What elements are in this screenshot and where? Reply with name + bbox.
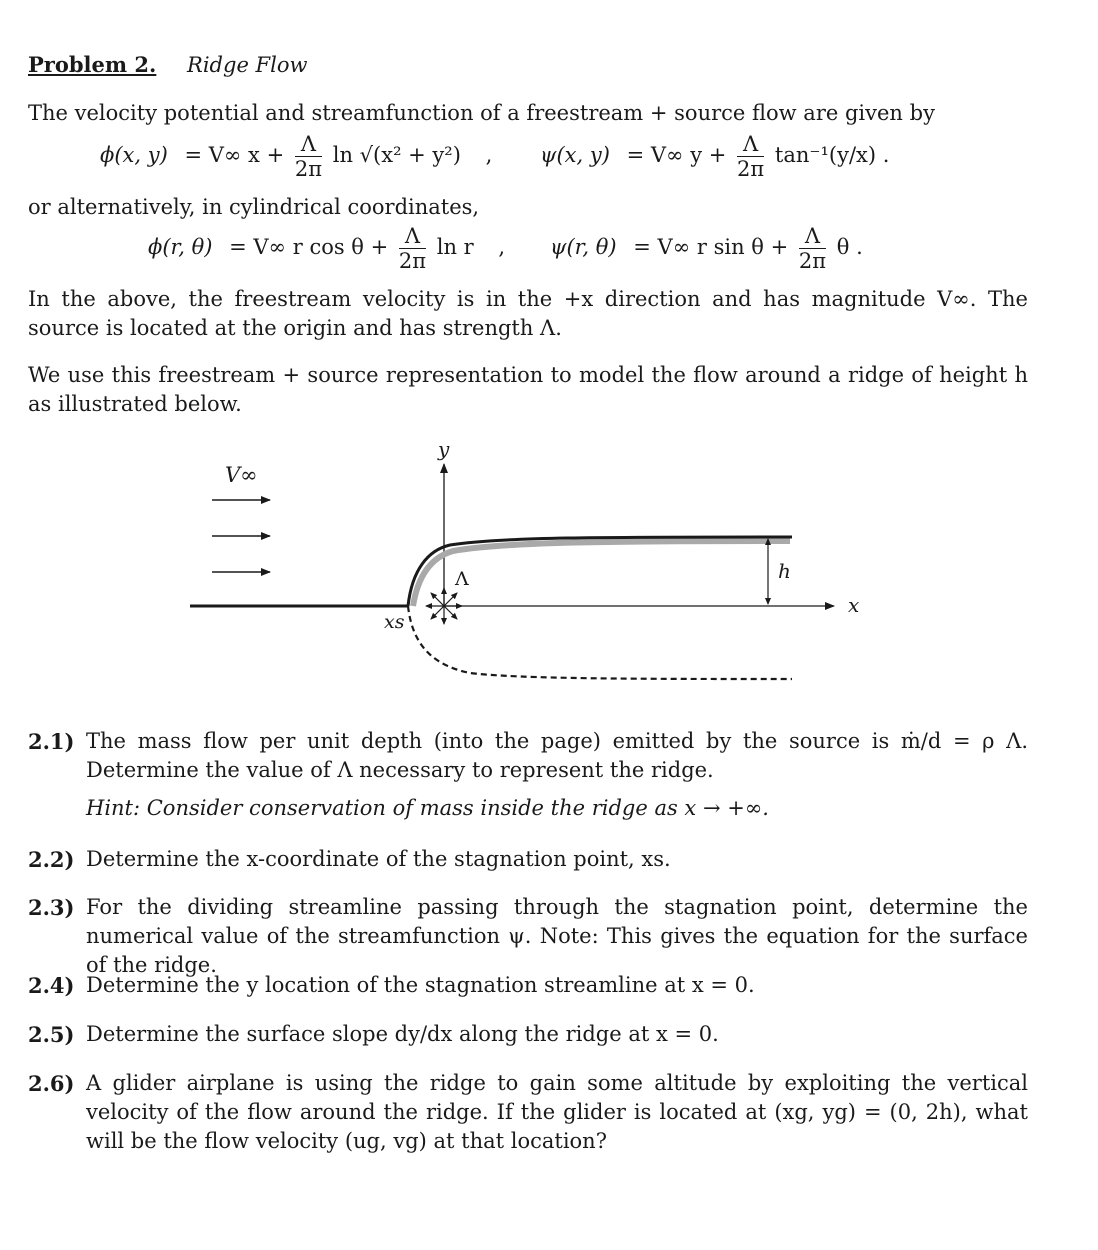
question-label: 2.2)	[28, 847, 75, 872]
question-label: 2.1)	[28, 729, 75, 754]
question-text: For the dividing streamline passing through the stagnation point, determine the numerical value of the streamfunction ψ. Note: This gives the equation for the surface of the ridge.	[86, 895, 1028, 977]
question-2-6	[28, 1069, 1028, 1156]
frac-num: Λ	[799, 224, 826, 249]
frac-den: 2π	[398, 249, 427, 273]
equation-psi-xy	[540, 132, 889, 181]
label-lambda: Λ	[455, 568, 469, 590]
source-ray	[444, 593, 457, 606]
question-2-2	[28, 845, 1028, 874]
equation-phi-r	[148, 224, 505, 273]
intro-line: The velocity potential and streamfunction of a freestream + source flow are given by	[28, 101, 935, 125]
equation-psi-r	[550, 224, 863, 273]
fraction	[799, 224, 826, 273]
alt-line: or alternatively, in cylindrical coordinates,	[28, 195, 480, 219]
ridge-shading	[413, 541, 790, 606]
question-text: Determine the y location of the stagnation streamline at x = 0.	[86, 973, 755, 997]
phi-xy-a: = V∞ x +	[184, 143, 285, 167]
phi-r-a: = V∞ r cos θ +	[229, 235, 389, 259]
question-2-4	[28, 971, 1028, 1000]
psi-xy-b: tan⁻¹(y/x) .	[774, 143, 890, 167]
question-label: 2.6)	[28, 1071, 75, 1096]
psi-xy-a: = V∞ y +	[626, 143, 727, 167]
question-2-3	[28, 893, 1028, 980]
equation-phi-xy	[100, 132, 492, 181]
label-vinf: V∞	[225, 463, 258, 487]
comma: ,	[485, 143, 493, 167]
question-text: Determine the surface slope dy/dx along the ridge at x = 0.	[86, 1022, 719, 1046]
psi-xy-lhs: ψ(x, y)	[540, 143, 610, 167]
question-label: 2.3)	[28, 895, 75, 920]
frac-den: 2π	[798, 249, 827, 273]
source-ray	[431, 593, 444, 606]
label-h: h	[778, 559, 791, 583]
fraction	[399, 224, 426, 273]
source-rays	[426, 588, 462, 624]
question-text: Determine the x-coordinate of the stagnation point, xs.	[86, 847, 671, 871]
intro-model: We use this freestream + source representation to model the flow around a ridge of height h as illustrated below.	[28, 363, 1028, 416]
source-ray	[444, 606, 457, 619]
psi-r-lhs: ψ(r, θ)	[550, 235, 617, 259]
phi-xy-lhs: ϕ(x, y)	[100, 143, 168, 167]
fraction	[737, 132, 764, 181]
frac-num: Λ	[399, 224, 426, 249]
label-x: x	[848, 593, 860, 617]
label-y: y	[438, 437, 450, 461]
question-text: The mass flow per unit depth (into the page) emitted by the source is ṁ/d = ρ Λ. Determine the value of Λ necessary to represent the ridge.	[86, 729, 1028, 782]
question-label: 2.5)	[28, 1022, 75, 1047]
comma: ,	[498, 235, 506, 259]
question-hint: Hint: Consider conservation of mass inside the ridge as x → +∞.	[86, 796, 769, 820]
question-text: A glider airplane is using the ridge to gain some altitude by exploiting the vertical velocity of the flow around the ridge. If the glider is located at (xg, yg) = (0, 2h), what will be the flow velocity (ug, vg) at that location?	[86, 1071, 1028, 1153]
ridge-figure	[0, 430, 1098, 700]
frac-den: 2π	[737, 157, 765, 181]
question-2-5	[28, 1020, 1028, 1049]
phi-r-b: ln r	[436, 235, 474, 259]
question-2-1	[28, 727, 1028, 823]
psi-r-a: = V∞ r sin θ +	[633, 235, 789, 259]
frac-den: 2π	[294, 157, 323, 181]
frac-num: Λ	[737, 132, 764, 157]
frac-num: Λ	[295, 132, 322, 157]
psi-r-b: θ .	[836, 235, 863, 259]
problem-header	[28, 50, 307, 80]
label-xs: xs	[384, 611, 405, 633]
phi-r-lhs: ϕ(r, θ)	[148, 235, 213, 259]
question-label: 2.4)	[28, 973, 75, 998]
problem-title: Ridge Flow	[187, 53, 308, 77]
problem-number: Problem 2.	[28, 52, 157, 77]
phi-xy-b: ln √(x² + y²)	[332, 143, 461, 167]
source-ray	[431, 606, 444, 619]
fraction	[295, 132, 322, 181]
dividing-streamline-lower	[408, 606, 792, 679]
intro-desc: In the above, the freestream velocity is in the +x direction and has magnitude V∞. The source is located at the origin and has strength Λ.	[28, 287, 1028, 340]
